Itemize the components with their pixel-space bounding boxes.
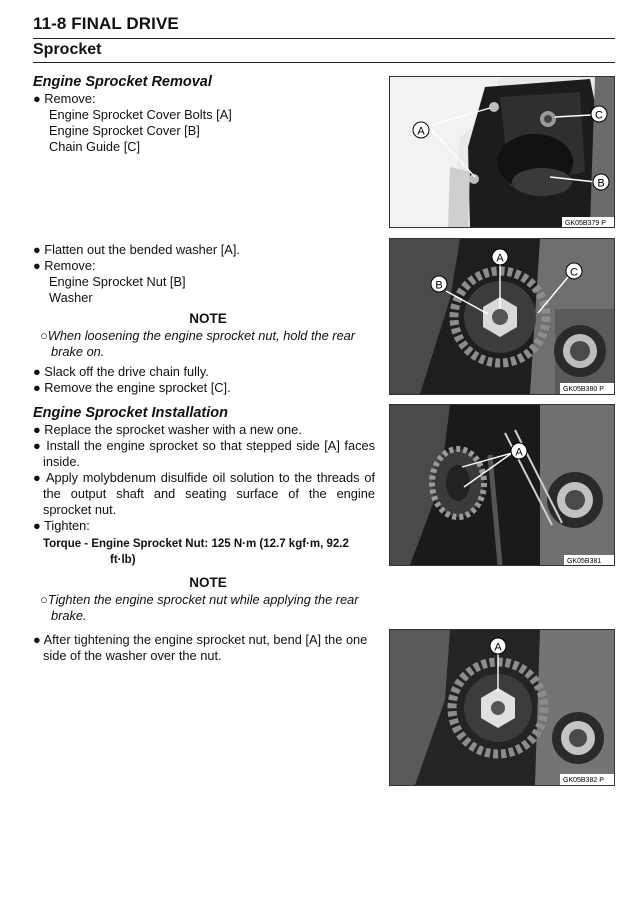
list-item: ● Remove the engine sprocket [C]. — [33, 380, 231, 395]
callout-label: C — [595, 109, 603, 122]
section-title: Sprocket — [33, 41, 102, 58]
list-item: Washer — [49, 290, 93, 305]
figure-sprocket-cover — [389, 76, 615, 228]
callout-label: A — [515, 446, 523, 459]
torque-spec: Torque - Engine Sprocket Nut: 125 N·m (12.7 kgf·m, 92.2 ft·lb) — [43, 538, 349, 566]
removal-steps — [33, 91, 378, 155]
callout-label: C — [570, 266, 578, 279]
callout-label: A — [496, 252, 504, 265]
figure-code: GK05B381 — [567, 558, 602, 565]
bend-steps — [33, 632, 375, 664]
list-item: ● Remove: — [33, 258, 96, 273]
list-item: Chain Guide [C] — [49, 139, 141, 154]
note-heading: NOTE — [189, 311, 227, 326]
list-item: ● Replace the sprocket washer with a new one. — [33, 422, 302, 437]
list-item: ● Slack off the drive chain fully. — [33, 364, 209, 379]
note-text: ○When loosening the engine sprocket nut, hold the rear brake on. — [40, 328, 356, 359]
list-item: ● Install the engine sprocket so that stepped side [A] faces inside. — [33, 438, 376, 469]
list-item: Engine Sprocket Nut [B] — [49, 274, 186, 289]
callout-label: A — [417, 125, 425, 138]
figure-code: GK05B382 P — [563, 777, 604, 784]
note-text: ○Tighten the engine sprocket nut while applying the rear brake. — [40, 592, 359, 623]
figure-illustration — [390, 239, 614, 394]
flatten-steps — [33, 242, 378, 306]
figure-bend-washer — [389, 629, 615, 786]
figure-sprocket-install — [389, 404, 615, 566]
installation-heading: Engine Sprocket Installation — [33, 405, 228, 421]
figure-illustration — [390, 630, 614, 785]
header-rule — [33, 38, 615, 39]
callout-label: B — [435, 279, 443, 292]
figure-code: GK05B380 P — [563, 386, 604, 393]
list-item: ● Flatten out the bended washer [A]. — [33, 242, 240, 257]
page-title: 11-8 FINAL DRIVE — [33, 14, 179, 33]
list-item: Engine Sprocket Cover Bolts [A] — [49, 107, 232, 122]
removal-heading: Engine Sprocket Removal — [33, 74, 212, 90]
list-item: ● Remove: — [33, 91, 96, 106]
note-heading: NOTE — [189, 575, 227, 590]
figure-sprocket-nut — [389, 238, 615, 395]
list-item: ● Apply molybdenum disulfide oil solution to the threads of the output shaft and seating surface of the engine sprocket nut. — [33, 470, 375, 517]
list-item: Engine Sprocket Cover [B] — [49, 123, 200, 138]
figure-illustration — [390, 77, 614, 227]
list-item: ● Tighten: — [33, 518, 90, 533]
section-rule — [33, 62, 615, 63]
installation-steps — [33, 422, 375, 534]
callout-label: B — [597, 177, 605, 190]
callout-label: A — [494, 641, 502, 654]
figure-illustration — [390, 405, 614, 565]
slack-steps — [33, 364, 378, 396]
figure-code: GK05B379 P — [565, 220, 606, 227]
list-item: ● After tightening the engine sprocket nut, bend [A] the one side of the washer over the nut. — [33, 632, 368, 663]
